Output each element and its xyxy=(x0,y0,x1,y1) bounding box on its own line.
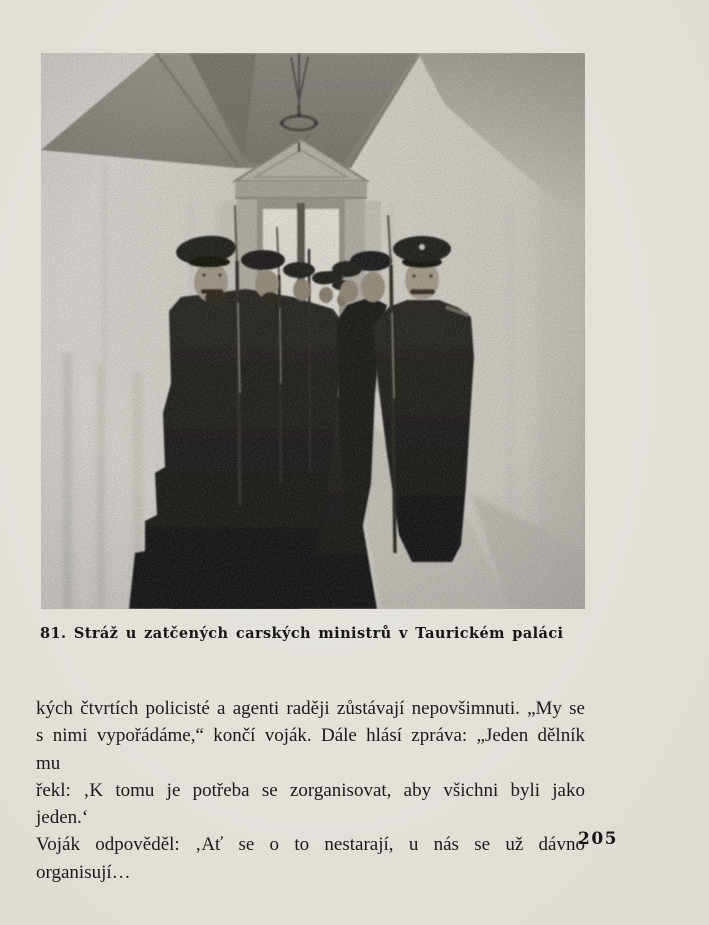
body-text xyxy=(36,695,585,886)
body-line: s nimi vypořádáme,“ končí voják. Dále hlásí zpráva: „Jeden dělník mu xyxy=(36,725,585,774)
body-line: Voják odpověděl: ‚Ať se o to nestarají, u nás se už dávno organisují… xyxy=(36,834,585,883)
grain-light xyxy=(41,53,585,609)
photo-guards-corridor xyxy=(41,53,585,609)
page-number: 205 xyxy=(578,829,618,849)
body-line: kých čtvrtích policisté a agenti raději zůstávají nepovšimnuti. „My se xyxy=(36,698,585,719)
photograph xyxy=(41,53,585,609)
photo-caption: 81. Stráž u zatčených carských ministrů v Taurickém paláci xyxy=(40,625,564,642)
body-line: řekl: ‚K tomu je potřeba se zorganisovat, aby všichni byli jako jeden.‘ xyxy=(36,779,585,829)
